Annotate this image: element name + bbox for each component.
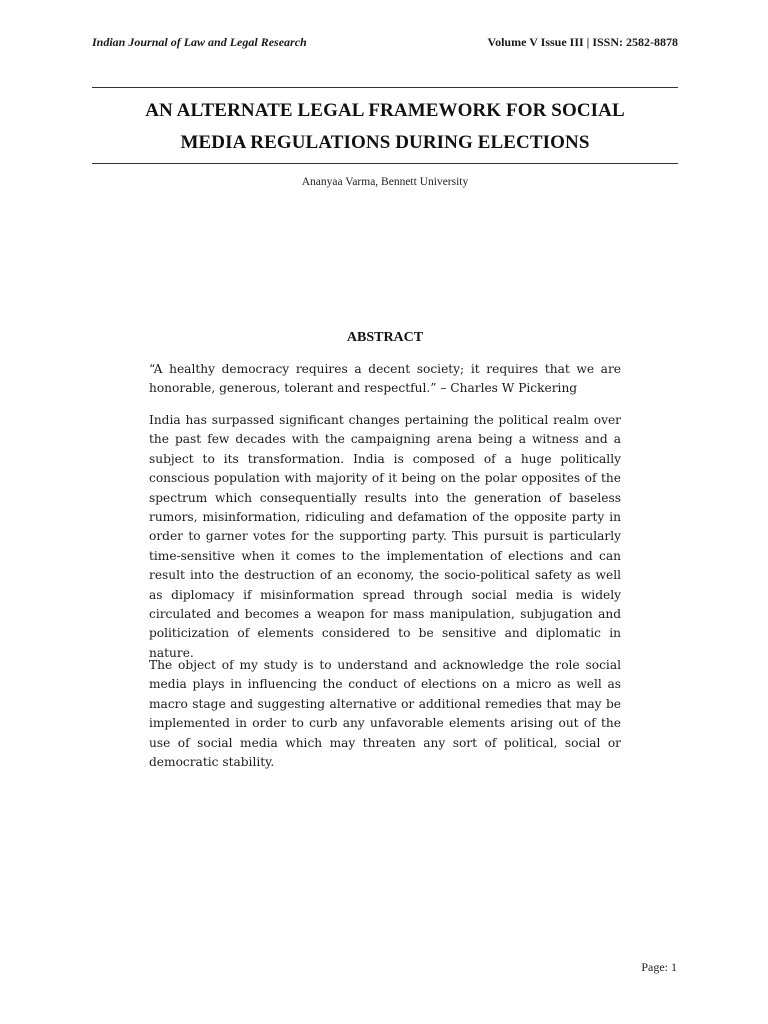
title-rule-top (92, 87, 678, 88)
title-rule-bottom (92, 163, 678, 164)
paper-title-line-1: AN ALTERNATE LEGAL FRAMEWORK FOR SOCIAL (145, 100, 625, 121)
abstract-heading: ABSTRACT (346, 330, 424, 345)
paper-title-line-2: MEDIA REGULATIONS DURING ELECTIONS (180, 132, 590, 153)
paper-title (92, 95, 678, 159)
abstract-paragraph-1: India has surpassed significant changes pertaining the political realm over the past few decades with the campaigning arena being a witness and a subject to its transformation. India is composed of a huge politically conscious population with majority of it being on the polar opposites of the spectrum which consequentially results into the generation of baseless rumors, misinformation, ridiculing and defamation of the opposite party in order to garner votes for the supporting party. This pursuit is particularly time-sensitive when it comes to the implementation of elections and can result into the destruction of an economy, the socio-political safety as well as diplomacy if misinformation spread through social media is widely circulated and becomes a weapon for mass manipulation, subjugation and politicization of elements considered to be sensitive and diplomatic in nature. (149, 413, 621, 660)
page-number: Page: 1 (641, 960, 677, 974)
volume-issn: Volume V Issue III | ISSN: 2582-8878 (487, 35, 678, 49)
running-header (92, 35, 678, 50)
journal-name: Indian Journal of Law and Legal Research (92, 35, 307, 49)
abstract-quote-paragraph: “A healthy democracy requires a decent society; it requires that we are honorable, generous, tolerant and respectful.” – Charles W Pickering (149, 362, 621, 396)
author-affiliation: Ananyaa Varma, Bennett University (301, 176, 469, 188)
abstract-paragraph-2: The object of my study is to understand and acknowledge the role social media plays in influencing the conduct of elections on a micro as well as macro stage and suggesting alternative or additional remedies that may be implemented in order to curb any unfavorable elements arising out of the use of social media which may threaten any sort of political, social or democratic stability. (149, 658, 621, 770)
